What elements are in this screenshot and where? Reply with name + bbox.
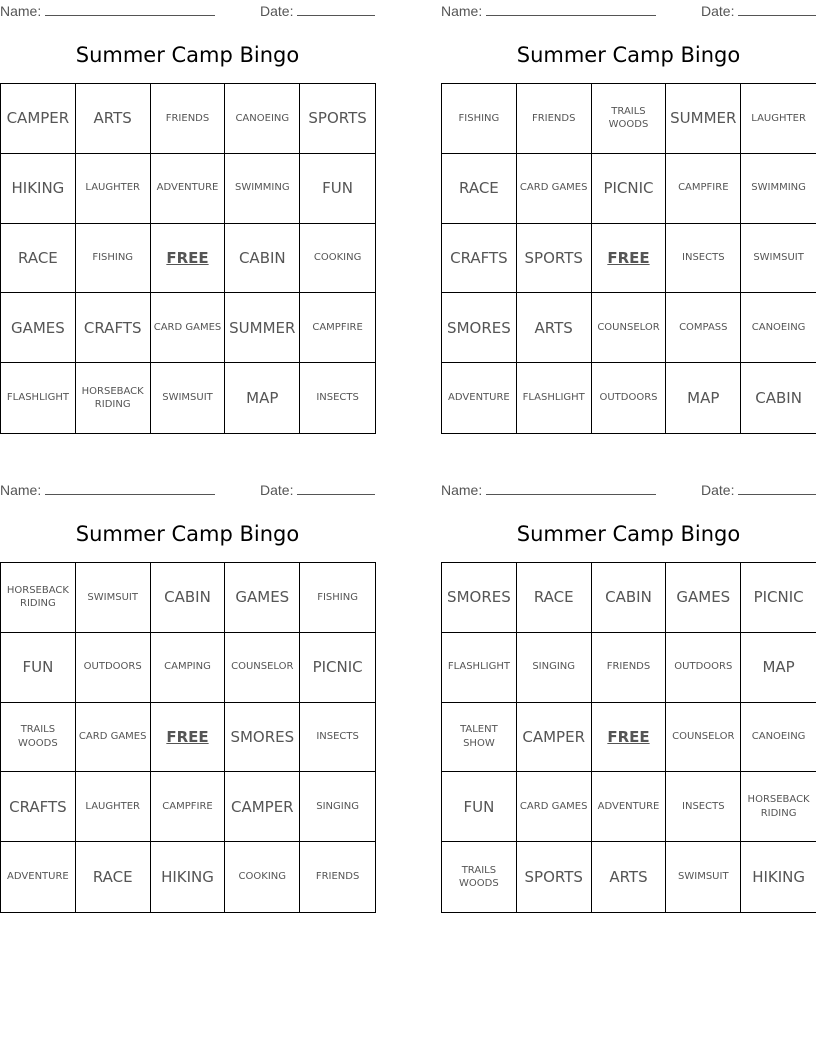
date-label: Date: bbox=[701, 3, 735, 19]
bingo-cell: COUNSELOR bbox=[592, 293, 667, 363]
bingo-cell: RACE bbox=[517, 563, 592, 633]
bingo-cell: GAMES bbox=[225, 563, 300, 633]
name-label: Name: bbox=[441, 482, 483, 498]
bingo-cell: SPORTS bbox=[517, 842, 592, 912]
bingo-cell: OUTDOORS bbox=[76, 633, 151, 703]
bingo-cell: SMORES bbox=[442, 293, 517, 363]
name-label: Name: bbox=[0, 3, 42, 19]
name-field bbox=[0, 2, 215, 20]
bingo-cell: HORSEBACK RIDING bbox=[1, 563, 76, 633]
bingo-cell: SUMMER bbox=[666, 84, 741, 154]
bingo-cell: COMPASS bbox=[666, 293, 741, 363]
free-space: FREE bbox=[592, 703, 667, 773]
bingo-grid bbox=[441, 562, 816, 913]
bingo-cell: MAP bbox=[741, 633, 816, 703]
bingo-cell: FUN bbox=[300, 154, 375, 224]
bingo-cell: TALENT SHOW bbox=[442, 703, 517, 773]
bingo-cell: RACE bbox=[1, 224, 76, 294]
name-blank bbox=[45, 2, 215, 16]
card-title: Summer Camp Bingo bbox=[75, 43, 300, 67]
bingo-cell: ARTS bbox=[517, 293, 592, 363]
bingo-cell: ADVENTURE bbox=[151, 154, 226, 224]
bingo-cell: FISHING bbox=[76, 224, 151, 294]
bingo-cell: LAUGHTER bbox=[76, 154, 151, 224]
bingo-cell: SPORTS bbox=[300, 84, 375, 154]
bingo-cell: CANOEING bbox=[741, 293, 816, 363]
bingo-cell: FISHING bbox=[442, 84, 517, 154]
bingo-cell: COUNSELOR bbox=[666, 703, 741, 773]
bingo-cell: FRIENDS bbox=[517, 84, 592, 154]
bingo-cell: CARD GAMES bbox=[517, 772, 592, 842]
date-field bbox=[260, 2, 375, 20]
bingo-cell: CRAFTS bbox=[76, 293, 151, 363]
name-blank bbox=[486, 2, 656, 16]
bingo-cell: SMORES bbox=[225, 703, 300, 773]
bingo-cell: TRAILS WOODS bbox=[442, 842, 517, 912]
name-label: Name: bbox=[0, 482, 42, 498]
bingo-cell: SWIMMING bbox=[741, 154, 816, 224]
date-blank bbox=[297, 481, 375, 495]
bingo-cell: FUN bbox=[1, 633, 76, 703]
bingo-cell: CANOEING bbox=[741, 703, 816, 773]
bingo-cell: TRAILS WOODS bbox=[592, 84, 667, 154]
bingo-cell: CAMPER bbox=[517, 703, 592, 773]
bingo-cell: GAMES bbox=[666, 563, 741, 633]
bingo-cell: FLASHLIGHT bbox=[517, 363, 592, 433]
name-label: Name: bbox=[441, 3, 483, 19]
bingo-cell: SMORES bbox=[442, 563, 517, 633]
bingo-cell: LAUGHTER bbox=[741, 84, 816, 154]
bingo-cell: GAMES bbox=[1, 293, 76, 363]
name-field bbox=[441, 2, 656, 20]
bingo-card bbox=[0, 479, 375, 912]
card-header bbox=[0, 481, 375, 499]
bingo-cell: RACE bbox=[442, 154, 517, 224]
bingo-cell: FRIENDS bbox=[592, 633, 667, 703]
free-space: FREE bbox=[151, 703, 226, 773]
bingo-cell: CANOEING bbox=[225, 84, 300, 154]
bingo-cell: SINGING bbox=[300, 772, 375, 842]
bingo-cell: CARD GAMES bbox=[517, 154, 592, 224]
card-title: Summer Camp Bingo bbox=[516, 522, 741, 546]
bingo-card bbox=[441, 479, 816, 912]
name-field bbox=[441, 481, 656, 499]
bingo-cell: SPORTS bbox=[517, 224, 592, 294]
bingo-cell: ADVENTURE bbox=[442, 363, 517, 433]
bingo-cell: INSECTS bbox=[316, 392, 359, 404]
bingo-cell: CARD GAMES bbox=[76, 703, 151, 773]
bingo-cell: LAUGHTER bbox=[76, 772, 151, 842]
bingo-cell: HORSEBACK RIDING bbox=[741, 772, 816, 842]
bingo-grid bbox=[441, 83, 816, 434]
bingo-cell: FISHING bbox=[300, 563, 375, 633]
bingo-cell: ARTS bbox=[76, 84, 151, 154]
bingo-cell: COOKING bbox=[225, 842, 300, 912]
date-field bbox=[701, 2, 816, 20]
card-title: Summer Camp Bingo bbox=[516, 43, 741, 67]
bingo-cell: HIKING bbox=[151, 842, 226, 912]
bingo-cell: HORSEBACK RIDING bbox=[76, 363, 151, 433]
date-blank bbox=[738, 2, 816, 16]
bingo-cell: CAMPFIRE bbox=[300, 293, 375, 363]
date-label: Date: bbox=[701, 482, 735, 498]
free-space: FREE bbox=[592, 224, 667, 294]
bingo-cell: PICNIC bbox=[300, 633, 375, 703]
bingo-cell: CAMPFIRE bbox=[666, 154, 741, 224]
name-field bbox=[0, 481, 215, 499]
bingo-cell: PICNIC bbox=[592, 154, 667, 224]
bingo-cell: ADVENTURE bbox=[1, 842, 76, 912]
bingo-cell: SWIMSUIT bbox=[666, 842, 741, 912]
bingo-card bbox=[0, 0, 375, 433]
bingo-cell: PICNIC bbox=[741, 563, 816, 633]
bingo-cell: INSECTS bbox=[666, 224, 741, 294]
bingo-cell: FRIENDS bbox=[315, 871, 360, 883]
free-space: FREE bbox=[151, 224, 226, 294]
bingo-cell: SWIMSUIT bbox=[151, 363, 226, 433]
card-header bbox=[0, 2, 375, 20]
bingo-cell: COUNSELOR bbox=[225, 633, 300, 703]
bingo-cell: OUTDOORS bbox=[666, 633, 741, 703]
date-field bbox=[260, 481, 375, 499]
bingo-cell: CABIN bbox=[592, 563, 667, 633]
bingo-grid bbox=[0, 562, 376, 913]
bingo-grid bbox=[0, 83, 376, 434]
bingo-cell: CAMPER bbox=[1, 84, 76, 154]
bingo-cell: CRAFTS bbox=[442, 224, 517, 294]
bingo-card bbox=[441, 0, 816, 433]
bingo-cell: FLASHLIGHT bbox=[442, 633, 517, 703]
name-blank bbox=[45, 481, 215, 495]
card-title: Summer Camp Bingo bbox=[75, 522, 300, 546]
name-blank bbox=[486, 481, 656, 495]
date-field bbox=[701, 481, 816, 499]
bingo-cell: HIKING bbox=[752, 867, 805, 886]
bingo-cell: SUMMER bbox=[225, 293, 300, 363]
date-blank bbox=[738, 481, 816, 495]
bingo-cell: SWIMSUIT bbox=[741, 224, 816, 294]
date-label: Date: bbox=[260, 3, 294, 19]
date-label: Date: bbox=[260, 482, 294, 498]
bingo-cell: CRAFTS bbox=[1, 772, 76, 842]
bingo-cell: SWIMSUIT bbox=[76, 563, 151, 633]
bingo-cell: OUTDOORS bbox=[592, 363, 667, 433]
bingo-cell: INSECTS bbox=[300, 703, 375, 773]
bingo-cell: TRAILS WOODS bbox=[1, 703, 76, 773]
bingo-cell: ARTS bbox=[592, 842, 667, 912]
bingo-cell: FRIENDS bbox=[151, 84, 226, 154]
date-blank bbox=[297, 2, 375, 16]
bingo-cell: CABIN bbox=[755, 388, 802, 407]
card-header bbox=[441, 2, 816, 20]
bingo-cell: FUN bbox=[442, 772, 517, 842]
bingo-cell: CABIN bbox=[225, 224, 300, 294]
bingo-cell: CARD GAMES bbox=[151, 293, 226, 363]
bingo-cell: ADVENTURE bbox=[592, 772, 667, 842]
bingo-cell: INSECTS bbox=[666, 772, 741, 842]
bingo-cell: CAMPER bbox=[225, 772, 300, 842]
bingo-cell: RACE bbox=[76, 842, 151, 912]
bingo-cell: CAMPFIRE bbox=[151, 772, 226, 842]
bingo-cell: COOKING bbox=[300, 224, 375, 294]
bingo-cell: CAMPING bbox=[151, 633, 226, 703]
bingo-cell: FLASHLIGHT bbox=[1, 363, 76, 433]
bingo-cell: HIKING bbox=[1, 154, 76, 224]
bingo-cell: SINGING bbox=[517, 633, 592, 703]
bingo-cell: MAP bbox=[666, 363, 741, 433]
bingo-cell: CABIN bbox=[151, 563, 226, 633]
bingo-cell: SWIMMING bbox=[225, 154, 300, 224]
card-header bbox=[441, 481, 816, 499]
bingo-cell: MAP bbox=[225, 363, 300, 433]
